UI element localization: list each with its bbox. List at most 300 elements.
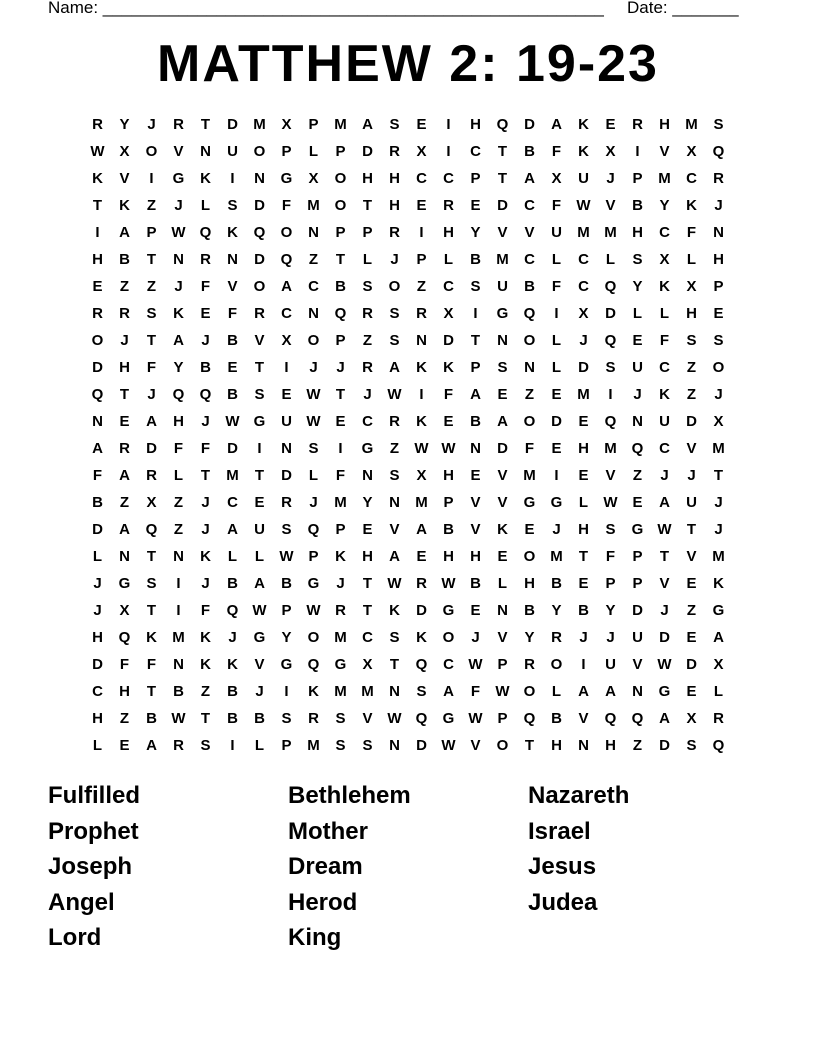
grid-cell[interactable]: Z	[524, 386, 535, 403]
grid-cell[interactable]: S	[308, 440, 319, 457]
grid-cell[interactable]: D	[524, 116, 535, 133]
grid-cell[interactable]: W	[657, 656, 672, 673]
grid-cell[interactable]: P	[335, 224, 346, 241]
grid-cell[interactable]: B	[254, 710, 265, 727]
grid-cell[interactable]: R	[119, 440, 130, 457]
grid-cell[interactable]: W	[171, 710, 186, 727]
grid-cell[interactable]: M	[604, 440, 617, 457]
grid-cell[interactable]: V	[686, 548, 697, 565]
grid-cell[interactable]: Q	[604, 413, 617, 430]
grid-cell[interactable]: A	[551, 116, 562, 133]
grid-cell[interactable]: O	[523, 548, 536, 565]
grid-cell[interactable]: L	[173, 467, 184, 484]
grid-cell[interactable]: C	[659, 224, 670, 241]
grid-cell[interactable]: K	[578, 143, 589, 160]
grid-cell[interactable]: W	[306, 413, 321, 430]
grid-cell[interactable]: J	[633, 386, 642, 403]
grid-cell[interactable]: T	[497, 143, 508, 160]
grid-cell[interactable]: D	[551, 413, 562, 430]
grid-cell[interactable]: K	[200, 548, 211, 565]
grid-cell[interactable]: Z	[632, 467, 643, 484]
grid-cell[interactable]: V	[605, 467, 616, 484]
grid-cell[interactable]: N	[173, 251, 184, 268]
grid-cell[interactable]: S	[362, 737, 373, 754]
grid-cell[interactable]: E	[551, 440, 562, 457]
grid-cell[interactable]: K	[119, 197, 130, 214]
grid-cell[interactable]: Z	[146, 278, 157, 295]
grid-cell[interactable]: R	[713, 710, 724, 727]
grid-cell[interactable]: H	[605, 737, 616, 754]
grid-cell[interactable]: D	[92, 521, 103, 538]
grid-cell[interactable]: Z	[686, 602, 697, 619]
grid-cell[interactable]: L	[686, 251, 697, 268]
grid-cell[interactable]: S	[389, 305, 400, 322]
grid-cell[interactable]: E	[524, 521, 535, 538]
grid-cell[interactable]: C	[470, 143, 481, 160]
grid-cell[interactable]: T	[200, 116, 211, 133]
grid-cell[interactable]: L	[92, 737, 103, 754]
grid-cell[interactable]: S	[686, 332, 697, 349]
grid-cell[interactable]: R	[173, 737, 184, 754]
grid-cell[interactable]: D	[92, 359, 103, 376]
grid-cell[interactable]: W	[171, 224, 186, 241]
grid-cell[interactable]: Z	[119, 710, 130, 727]
grid-cell[interactable]: S	[362, 278, 373, 295]
grid-cell[interactable]: M	[334, 683, 347, 700]
grid-cell[interactable]: D	[659, 737, 670, 754]
grid-cell[interactable]: T	[335, 251, 346, 268]
grid-cell[interactable]: W	[306, 386, 321, 403]
grid-cell[interactable]: I	[176, 575, 181, 592]
grid-cell[interactable]: P	[713, 278, 724, 295]
grid-cell[interactable]: J	[687, 467, 696, 484]
grid-cell[interactable]: P	[281, 143, 292, 160]
grid-cell[interactable]: T	[200, 710, 211, 727]
grid-cell[interactable]: G	[496, 305, 509, 322]
grid-cell[interactable]: J	[714, 197, 723, 214]
grid-cell[interactable]: E	[578, 467, 589, 484]
grid-cell[interactable]: I	[554, 305, 559, 322]
grid-cell[interactable]: F	[551, 143, 562, 160]
grid-cell[interactable]: H	[92, 710, 103, 727]
grid-cell[interactable]: E	[605, 116, 616, 133]
grid-cell[interactable]: H	[119, 683, 130, 700]
grid-cell[interactable]: K	[416, 359, 427, 376]
grid-cell[interactable]: O	[307, 332, 320, 349]
grid-cell[interactable]: O	[496, 737, 509, 754]
grid-cell[interactable]: I	[446, 143, 451, 160]
grid-cell[interactable]: T	[146, 332, 157, 349]
grid-cell[interactable]: V	[578, 710, 589, 727]
grid-cell[interactable]: M	[334, 629, 347, 646]
grid-cell[interactable]: M	[307, 197, 320, 214]
grid-cell[interactable]: J	[201, 575, 210, 592]
grid-cell[interactable]: Z	[119, 278, 130, 295]
grid-cell[interactable]: E	[92, 278, 103, 295]
grid-cell[interactable]: Z	[389, 440, 400, 457]
grid-cell[interactable]: P	[605, 575, 616, 592]
grid-cell[interactable]: G	[253, 413, 266, 430]
grid-cell[interactable]: J	[93, 602, 102, 619]
grid-cell[interactable]: G	[172, 170, 185, 187]
grid-cell[interactable]: P	[362, 224, 373, 241]
grid-cell[interactable]: G	[307, 575, 320, 592]
grid-cell[interactable]: C	[659, 440, 670, 457]
grid-cell[interactable]: N	[713, 224, 724, 241]
grid-cell[interactable]: J	[228, 629, 237, 646]
grid-cell[interactable]: X	[605, 143, 616, 160]
grid-cell[interactable]: W	[225, 413, 240, 430]
grid-cell[interactable]: N	[524, 359, 535, 376]
grid-cell[interactable]: Q	[604, 332, 617, 349]
grid-cell[interactable]: A	[227, 521, 238, 538]
grid-cell[interactable]: I	[257, 440, 262, 457]
grid-cell[interactable]: E	[632, 332, 643, 349]
grid-cell[interactable]: Y	[632, 278, 643, 295]
grid-cell[interactable]: T	[389, 656, 400, 673]
grid-cell[interactable]: U	[254, 521, 265, 538]
grid-cell[interactable]: O	[253, 143, 266, 160]
grid-cell[interactable]: J	[606, 170, 615, 187]
grid-cell[interactable]: R	[416, 575, 427, 592]
grid-cell[interactable]: H	[173, 413, 184, 430]
grid-cell[interactable]: X	[713, 656, 724, 673]
grid-cell[interactable]: V	[497, 224, 508, 241]
grid-cell[interactable]: M	[685, 116, 698, 133]
grid-cell[interactable]: Y	[470, 224, 481, 241]
grid-cell[interactable]: E	[362, 521, 373, 538]
grid-cell[interactable]: S	[254, 386, 265, 403]
grid-cell[interactable]: O	[334, 170, 347, 187]
grid-cell[interactable]: C	[362, 629, 373, 646]
grid-cell[interactable]: T	[497, 170, 508, 187]
grid-cell[interactable]: J	[93, 575, 102, 592]
grid-cell[interactable]: M	[361, 683, 374, 700]
grid-cell[interactable]: V	[119, 170, 130, 187]
grid-cell[interactable]: B	[227, 332, 238, 349]
grid-cell[interactable]: L	[308, 143, 319, 160]
grid-cell[interactable]: B	[281, 575, 292, 592]
grid-cell[interactable]: W	[90, 143, 105, 160]
grid-cell[interactable]: A	[443, 683, 454, 700]
grid-cell[interactable]: W	[441, 737, 456, 754]
grid-cell[interactable]: W	[306, 602, 321, 619]
grid-cell[interactable]: B	[632, 197, 643, 214]
grid-cell[interactable]: I	[581, 656, 586, 673]
grid-cell[interactable]: I	[446, 116, 451, 133]
grid-cell[interactable]: D	[362, 143, 373, 160]
grid-cell[interactable]: Y	[173, 359, 184, 376]
grid-cell[interactable]: H	[470, 548, 481, 565]
grid-cell[interactable]: D	[416, 602, 427, 619]
grid-cell[interactable]: A	[146, 413, 157, 430]
grid-cell[interactable]: L	[551, 683, 562, 700]
grid-cell[interactable]: D	[497, 440, 508, 457]
grid-cell[interactable]: N	[416, 332, 427, 349]
grid-cell[interactable]: O	[145, 143, 158, 160]
grid-cell[interactable]: J	[174, 197, 183, 214]
grid-cell[interactable]: J	[309, 359, 318, 376]
grid-cell[interactable]: S	[281, 521, 292, 538]
grid-cell[interactable]: R	[389, 224, 400, 241]
grid-cell[interactable]: F	[524, 440, 535, 457]
grid-cell[interactable]: T	[362, 575, 373, 592]
grid-cell[interactable]: E	[119, 413, 130, 430]
grid-cell[interactable]: O	[253, 278, 266, 295]
grid-cell[interactable]: V	[254, 656, 265, 673]
grid-cell[interactable]: R	[362, 305, 373, 322]
grid-cell[interactable]: Q	[307, 521, 320, 538]
grid-cell[interactable]: B	[92, 494, 103, 511]
grid-cell[interactable]: U	[605, 656, 616, 673]
grid-cell[interactable]: V	[497, 494, 508, 511]
grid-cell[interactable]: V	[524, 224, 535, 241]
grid-cell[interactable]: Q	[91, 386, 104, 403]
grid-cell[interactable]: E	[686, 629, 697, 646]
grid-cell[interactable]: X	[578, 305, 589, 322]
grid-cell[interactable]: H	[443, 548, 454, 565]
grid-cell[interactable]: T	[362, 602, 373, 619]
grid-cell[interactable]: K	[200, 170, 211, 187]
grid-cell[interactable]: P	[470, 170, 481, 187]
grid-cell[interactable]: R	[389, 143, 400, 160]
grid-cell[interactable]: E	[497, 386, 508, 403]
grid-cell[interactable]: Z	[173, 521, 184, 538]
grid-cell[interactable]: D	[146, 440, 157, 457]
grid-cell[interactable]: X	[362, 656, 373, 673]
grid-cell[interactable]: N	[281, 440, 292, 457]
grid-cell[interactable]: J	[579, 332, 588, 349]
grid-cell[interactable]: K	[335, 548, 346, 565]
grid-cell[interactable]: Q	[172, 386, 185, 403]
grid-cell[interactable]: J	[201, 413, 210, 430]
grid-cell[interactable]: X	[146, 494, 157, 511]
grid-cell[interactable]: C	[308, 278, 319, 295]
grid-cell[interactable]: J	[174, 278, 183, 295]
grid-cell[interactable]: E	[686, 683, 697, 700]
grid-cell[interactable]: E	[497, 548, 508, 565]
grid-cell[interactable]: D	[632, 602, 643, 619]
grid-cell[interactable]: Q	[496, 116, 509, 133]
grid-cell[interactable]: X	[686, 710, 697, 727]
grid-cell[interactable]: A	[362, 116, 373, 133]
grid-cell[interactable]: H	[524, 575, 535, 592]
grid-cell[interactable]: K	[686, 197, 697, 214]
grid-cell[interactable]: J	[606, 629, 615, 646]
grid-cell[interactable]: S	[416, 683, 427, 700]
grid-cell[interactable]: F	[659, 332, 670, 349]
grid-cell[interactable]: O	[334, 197, 347, 214]
grid-cell[interactable]: H	[119, 359, 130, 376]
grid-cell[interactable]: Q	[280, 251, 293, 268]
grid-cell[interactable]: P	[632, 548, 643, 565]
grid-cell[interactable]: Z	[362, 332, 373, 349]
grid-cell[interactable]: Z	[686, 359, 697, 376]
grid-cell[interactable]: V	[605, 197, 616, 214]
grid-cell[interactable]: W	[468, 656, 483, 673]
grid-cell[interactable]: M	[577, 224, 590, 241]
grid-cell[interactable]: E	[254, 494, 265, 511]
grid-cell[interactable]: G	[631, 521, 644, 538]
grid-cell[interactable]: I	[284, 683, 289, 700]
grid-cell[interactable]: P	[308, 548, 319, 565]
grid-cell[interactable]: N	[389, 494, 400, 511]
grid-cell[interactable]: N	[497, 602, 508, 619]
grid-cell[interactable]: R	[389, 413, 400, 430]
grid-cell[interactable]: Z	[416, 278, 427, 295]
grid-cell[interactable]: M	[712, 440, 725, 457]
grid-cell[interactable]: D	[605, 305, 616, 322]
grid-cell[interactable]: I	[419, 386, 424, 403]
grid-cell[interactable]: M	[307, 737, 320, 754]
grid-cell[interactable]: T	[470, 332, 481, 349]
grid-cell[interactable]: R	[335, 602, 346, 619]
grid-cell[interactable]: Q	[712, 143, 725, 160]
grid-cell[interactable]: R	[92, 305, 103, 322]
grid-cell[interactable]: R	[254, 305, 265, 322]
grid-cell[interactable]: U	[551, 224, 562, 241]
grid-cell[interactable]: N	[470, 440, 481, 457]
grid-cell[interactable]: B	[227, 386, 238, 403]
grid-cell[interactable]: W	[576, 197, 591, 214]
grid-cell[interactable]: E	[335, 413, 346, 430]
grid-cell[interactable]: G	[361, 440, 374, 457]
grid-cell[interactable]: B	[119, 251, 130, 268]
grid-cell[interactable]: T	[362, 197, 373, 214]
grid-cell[interactable]: T	[119, 386, 130, 403]
grid-cell[interactable]: G	[118, 575, 131, 592]
grid-cell[interactable]: S	[605, 359, 616, 376]
grid-cell[interactable]: V	[659, 575, 670, 592]
grid-cell[interactable]: Q	[712, 737, 725, 754]
grid-cell[interactable]: E	[119, 737, 130, 754]
grid-cell[interactable]: I	[230, 170, 235, 187]
grid-cell[interactable]: A	[524, 170, 535, 187]
grid-cell[interactable]: D	[578, 359, 589, 376]
grid-cell[interactable]: S	[632, 251, 643, 268]
grid-cell[interactable]: F	[146, 656, 157, 673]
grid-cell[interactable]: V	[686, 440, 697, 457]
grid-cell[interactable]: N	[497, 332, 508, 349]
grid-cell[interactable]: Z	[308, 251, 319, 268]
grid-cell[interactable]: S	[605, 521, 616, 538]
grid-cell[interactable]: M	[658, 170, 671, 187]
grid-cell[interactable]: B	[524, 602, 535, 619]
grid-cell[interactable]: Z	[173, 494, 184, 511]
grid-cell[interactable]: K	[389, 602, 400, 619]
grid-cell[interactable]: Q	[523, 710, 536, 727]
grid-cell[interactable]: B	[524, 278, 535, 295]
grid-cell[interactable]: T	[686, 521, 697, 538]
grid-cell[interactable]: U	[659, 413, 670, 430]
grid-cell[interactable]: J	[255, 683, 264, 700]
grid-cell[interactable]: H	[92, 629, 103, 646]
grid-cell[interactable]: L	[551, 332, 562, 349]
grid-cell[interactable]: K	[227, 656, 238, 673]
grid-cell[interactable]: F	[227, 305, 238, 322]
grid-cell[interactable]: D	[686, 413, 697, 430]
grid-cell[interactable]: P	[632, 170, 643, 187]
grid-cell[interactable]: Q	[415, 710, 428, 727]
grid-cell[interactable]: X	[416, 467, 427, 484]
grid-cell[interactable]: S	[713, 116, 724, 133]
grid-cell[interactable]: U	[578, 170, 589, 187]
grid-cell[interactable]: G	[523, 494, 536, 511]
grid-cell[interactable]: Z	[119, 494, 130, 511]
grid-cell[interactable]: O	[712, 359, 725, 376]
grid-cell[interactable]: Y	[119, 116, 130, 133]
grid-cell[interactable]: I	[176, 602, 181, 619]
grid-cell[interactable]: K	[200, 629, 211, 646]
grid-cell[interactable]: A	[119, 224, 130, 241]
grid-cell[interactable]: H	[389, 197, 400, 214]
grid-cell[interactable]: D	[254, 251, 265, 268]
grid-cell[interactable]: T	[524, 737, 535, 754]
grid-cell[interactable]: L	[92, 548, 103, 565]
grid-cell[interactable]: K	[416, 413, 427, 430]
grid-cell[interactable]: R	[416, 305, 427, 322]
grid-cell[interactable]: D	[443, 332, 454, 349]
grid-cell[interactable]: J	[336, 575, 345, 592]
grid-cell[interactable]: O	[307, 629, 320, 646]
grid-cell[interactable]: C	[92, 683, 103, 700]
grid-cell[interactable]: P	[281, 602, 292, 619]
grid-cell[interactable]: W	[468, 710, 483, 727]
grid-cell[interactable]: B	[173, 683, 184, 700]
grid-cell[interactable]: B	[551, 710, 562, 727]
grid-cell[interactable]: C	[443, 278, 454, 295]
grid-cell[interactable]: X	[551, 170, 562, 187]
grid-cell[interactable]: H	[578, 521, 589, 538]
grid-cell[interactable]: U	[632, 629, 643, 646]
grid-cell[interactable]: R	[146, 467, 157, 484]
grid-cell[interactable]: G	[550, 494, 563, 511]
grid-cell[interactable]: L	[362, 251, 373, 268]
grid-cell[interactable]: N	[389, 683, 400, 700]
grid-cell[interactable]: P	[470, 359, 481, 376]
grid-cell[interactable]: H	[686, 305, 697, 322]
grid-cell[interactable]: S	[389, 332, 400, 349]
grid-cell[interactable]: A	[119, 521, 130, 538]
grid-cell[interactable]: S	[146, 575, 157, 592]
grid-cell[interactable]: B	[146, 710, 157, 727]
grid-cell[interactable]: E	[470, 602, 481, 619]
grid-cell[interactable]: X	[713, 413, 724, 430]
grid-cell[interactable]: E	[578, 413, 589, 430]
grid-cell[interactable]: A	[389, 548, 400, 565]
grid-cell[interactable]: V	[632, 656, 643, 673]
grid-cell[interactable]: L	[308, 467, 319, 484]
grid-cell[interactable]: V	[470, 494, 481, 511]
grid-cell[interactable]: R	[308, 710, 319, 727]
grid-cell[interactable]: T	[92, 197, 103, 214]
grid-cell[interactable]: L	[200, 197, 211, 214]
grid-cell[interactable]: L	[605, 251, 616, 268]
grid-cell[interactable]: Q	[334, 305, 347, 322]
grid-cell[interactable]: U	[227, 143, 238, 160]
grid-cell[interactable]: V	[470, 521, 481, 538]
grid-cell[interactable]: A	[254, 575, 265, 592]
grid-cell[interactable]: I	[608, 386, 613, 403]
grid-cell[interactable]: K	[146, 629, 157, 646]
grid-cell[interactable]: J	[120, 332, 129, 349]
grid-cell[interactable]: V	[659, 143, 670, 160]
grid-cell[interactable]: F	[551, 278, 562, 295]
grid-cell[interactable]: B	[335, 278, 346, 295]
grid-cell[interactable]: J	[714, 494, 723, 511]
grid-cell[interactable]: C	[362, 413, 373, 430]
grid-cell[interactable]: E	[578, 575, 589, 592]
